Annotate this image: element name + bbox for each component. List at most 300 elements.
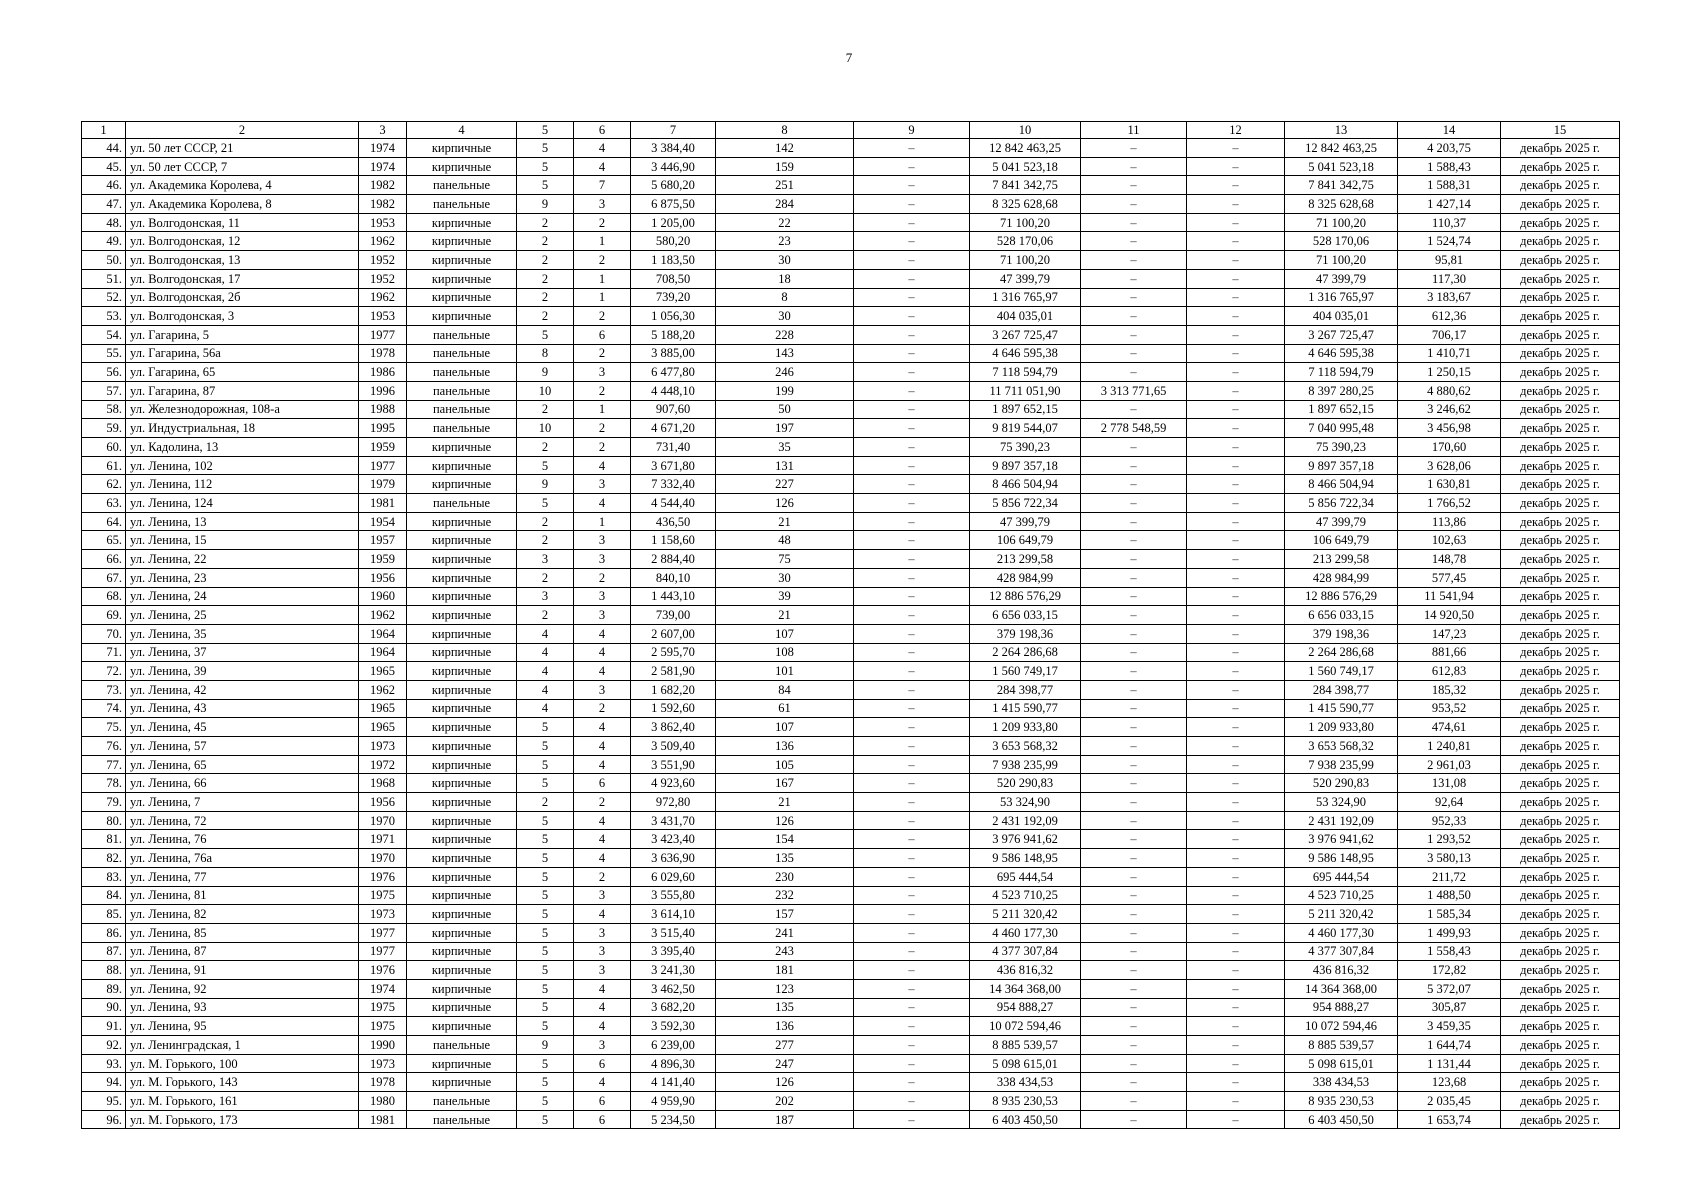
cell-address: ул. 50 лет СССР, 7 xyxy=(126,157,359,176)
cell-cost-fund: 2 431 192,09 xyxy=(1285,811,1398,830)
table-row xyxy=(82,176,1620,195)
cell-col-9: – xyxy=(854,494,970,513)
column-header-8: 8 xyxy=(716,122,854,139)
cell-address: ул. Ленина, 77 xyxy=(126,867,359,886)
housing-table xyxy=(81,121,1620,1129)
cell-wall-material: кирпичные xyxy=(407,680,517,699)
cell-cost-per-sqm: 1 524,74 xyxy=(1398,232,1501,251)
cell-cost-per-sqm: 1 630,81 xyxy=(1398,475,1501,494)
cell-col-9: – xyxy=(854,606,970,625)
cell-cost-total: 6 656 033,15 xyxy=(970,606,1081,625)
cell-year-built: 1975 xyxy=(359,998,407,1017)
cell-cost-total: 9 819 544,07 xyxy=(970,419,1081,438)
cell-area: 3 885,00 xyxy=(631,344,716,363)
cell-cost-total: 284 398,77 xyxy=(970,680,1081,699)
cell-deadline: декабрь 2025 г. xyxy=(1501,830,1620,849)
cell-cost-fund: 8 885 539,57 xyxy=(1285,1036,1398,1055)
cell-address: ул. Ленина, 95 xyxy=(126,1017,359,1036)
cell-deadline: декабрь 2025 г. xyxy=(1501,624,1620,643)
cell-floors: 5 xyxy=(517,456,574,475)
cell-address: ул. М. Горького, 100 xyxy=(126,1054,359,1073)
cell-col-12: – xyxy=(1187,867,1285,886)
cell-col-9: – xyxy=(854,195,970,214)
cell-col-12: – xyxy=(1187,419,1285,438)
cell-entrances: 1 xyxy=(574,512,631,531)
cell-area: 3 671,80 xyxy=(631,456,716,475)
cell-cost-total: 47 399,79 xyxy=(970,512,1081,531)
cell-floors: 3 xyxy=(517,550,574,569)
cell-address: ул. Волгодонская, 12 xyxy=(126,232,359,251)
cell-wall-material: кирпичные xyxy=(407,1017,517,1036)
cell-year-built: 1962 xyxy=(359,680,407,699)
cell-entrances: 3 xyxy=(574,363,631,382)
cell-residents: 101 xyxy=(716,662,854,681)
cell-year-built: 1953 xyxy=(359,213,407,232)
cell-floors: 5 xyxy=(517,830,574,849)
cell-row-number: 79. xyxy=(82,793,126,812)
table-row xyxy=(82,718,1620,737)
cell-row-number: 64. xyxy=(82,512,126,531)
cell-cost-fund: 53 324,90 xyxy=(1285,793,1398,812)
cell-cost-per-sqm: 1 427,14 xyxy=(1398,195,1501,214)
cell-deadline: декабрь 2025 г. xyxy=(1501,269,1620,288)
cell-wall-material: кирпичные xyxy=(407,961,517,980)
cell-col-12: – xyxy=(1187,325,1285,344)
cell-address: ул. Ленина, 65 xyxy=(126,755,359,774)
cell-row-number: 73. xyxy=(82,680,126,699)
cell-area: 3 384,40 xyxy=(631,139,716,158)
cell-col-9: – xyxy=(854,288,970,307)
cell-wall-material: кирпичные xyxy=(407,475,517,494)
table-row xyxy=(82,624,1620,643)
cell-col-11: – xyxy=(1081,643,1187,662)
cell-col-12: – xyxy=(1187,587,1285,606)
column-header-4: 4 xyxy=(407,122,517,139)
cell-deadline: декабрь 2025 г. xyxy=(1501,195,1620,214)
cell-cost-total: 436 816,32 xyxy=(970,961,1081,980)
cell-cost-fund: 4 377 307,84 xyxy=(1285,942,1398,961)
cell-entrances: 1 xyxy=(574,269,631,288)
cell-row-number: 45. xyxy=(82,157,126,176)
cell-residents: 21 xyxy=(716,793,854,812)
cell-year-built: 1977 xyxy=(359,456,407,475)
cell-area: 3 555,80 xyxy=(631,886,716,905)
cell-cost-fund: 428 984,99 xyxy=(1285,568,1398,587)
cell-col-9: – xyxy=(854,680,970,699)
cell-cost-total: 8 885 539,57 xyxy=(970,1036,1081,1055)
cell-entrances: 6 xyxy=(574,1110,631,1129)
cell-entrances: 2 xyxy=(574,699,631,718)
cell-cost-fund: 5 041 523,18 xyxy=(1285,157,1398,176)
cell-deadline: декабрь 2025 г. xyxy=(1501,811,1620,830)
table-row xyxy=(82,998,1620,1017)
cell-deadline: декабрь 2025 г. xyxy=(1501,568,1620,587)
cell-col-11: – xyxy=(1081,363,1187,382)
cell-col-12: – xyxy=(1187,774,1285,793)
cell-col-11: – xyxy=(1081,755,1187,774)
cell-floors: 5 xyxy=(517,905,574,924)
cell-cost-total: 213 299,58 xyxy=(970,550,1081,569)
cell-col-12: – xyxy=(1187,923,1285,942)
cell-cost-fund: 7 118 594,79 xyxy=(1285,363,1398,382)
table-row xyxy=(82,1054,1620,1073)
cell-deadline: декабрь 2025 г. xyxy=(1501,307,1620,326)
cell-entrances: 4 xyxy=(574,737,631,756)
cell-col-11: – xyxy=(1081,568,1187,587)
cell-wall-material: кирпичные xyxy=(407,923,517,942)
cell-cost-per-sqm: 952,33 xyxy=(1398,811,1501,830)
cell-address: ул. Ленина, 112 xyxy=(126,475,359,494)
cell-col-12: – xyxy=(1187,1110,1285,1129)
cell-year-built: 1990 xyxy=(359,1036,407,1055)
cell-cost-per-sqm: 612,36 xyxy=(1398,307,1501,326)
cell-col-12: – xyxy=(1187,1054,1285,1073)
cell-entrances: 2 xyxy=(574,568,631,587)
cell-cost-per-sqm: 4 203,75 xyxy=(1398,139,1501,158)
cell-col-11: – xyxy=(1081,699,1187,718)
table-row xyxy=(82,587,1620,606)
cell-cost-fund: 2 264 286,68 xyxy=(1285,643,1398,662)
cell-cost-per-sqm: 102,63 xyxy=(1398,531,1501,550)
cell-cost-per-sqm: 2 035,45 xyxy=(1398,1092,1501,1111)
table-row xyxy=(82,1092,1620,1111)
cell-year-built: 1965 xyxy=(359,718,407,737)
cell-col-9: – xyxy=(854,811,970,830)
cell-col-12: – xyxy=(1187,662,1285,681)
cell-year-built: 1952 xyxy=(359,251,407,270)
cell-floors: 2 xyxy=(517,269,574,288)
cell-col-9: – xyxy=(854,438,970,457)
cell-col-9: – xyxy=(854,793,970,812)
table-row xyxy=(82,139,1620,158)
cell-entrances: 4 xyxy=(574,1017,631,1036)
cell-residents: 135 xyxy=(716,849,854,868)
cell-cost-per-sqm: 185,32 xyxy=(1398,680,1501,699)
cell-cost-per-sqm: 14 920,50 xyxy=(1398,606,1501,625)
cell-cost-fund: 8 466 504,94 xyxy=(1285,475,1398,494)
cell-row-number: 56. xyxy=(82,363,126,382)
cell-row-number: 72. xyxy=(82,662,126,681)
cell-floors: 5 xyxy=(517,1092,574,1111)
cell-row-number: 48. xyxy=(82,213,126,232)
cell-cost-total: 5 211 320,42 xyxy=(970,905,1081,924)
cell-col-12: – xyxy=(1187,139,1285,158)
cell-residents: 30 xyxy=(716,307,854,326)
cell-col-9: – xyxy=(854,568,970,587)
cell-col-11: – xyxy=(1081,139,1187,158)
table-row xyxy=(82,849,1620,868)
cell-cost-fund: 3 976 941,62 xyxy=(1285,830,1398,849)
cell-cost-per-sqm: 92,64 xyxy=(1398,793,1501,812)
cell-floors: 9 xyxy=(517,1036,574,1055)
cell-deadline: декабрь 2025 г. xyxy=(1501,961,1620,980)
column-header-6: 6 xyxy=(574,122,631,139)
cell-entrances: 2 xyxy=(574,438,631,457)
cell-cost-fund: 71 100,20 xyxy=(1285,213,1398,232)
cell-row-number: 60. xyxy=(82,438,126,457)
cell-col-12: – xyxy=(1187,811,1285,830)
cell-deadline: декабрь 2025 г. xyxy=(1501,979,1620,998)
cell-area: 3 636,90 xyxy=(631,849,716,868)
cell-year-built: 1952 xyxy=(359,269,407,288)
cell-residents: 243 xyxy=(716,942,854,961)
cell-year-built: 1953 xyxy=(359,307,407,326)
cell-row-number: 89. xyxy=(82,979,126,998)
cell-year-built: 1995 xyxy=(359,419,407,438)
table-body xyxy=(82,139,1620,1129)
cell-row-number: 93. xyxy=(82,1054,126,1073)
cell-col-12: – xyxy=(1187,886,1285,905)
cell-col-12: – xyxy=(1187,568,1285,587)
cell-cost-total: 2 264 286,68 xyxy=(970,643,1081,662)
cell-floors: 5 xyxy=(517,755,574,774)
table-row xyxy=(82,550,1620,569)
cell-cost-total: 12 886 576,29 xyxy=(970,587,1081,606)
cell-year-built: 1968 xyxy=(359,774,407,793)
cell-entrances: 4 xyxy=(574,830,631,849)
cell-cost-per-sqm: 3 456,98 xyxy=(1398,419,1501,438)
cell-cost-per-sqm: 3 628,06 xyxy=(1398,456,1501,475)
cell-floors: 5 xyxy=(517,998,574,1017)
cell-address: ул. Волгодонская, 17 xyxy=(126,269,359,288)
cell-year-built: 1956 xyxy=(359,793,407,812)
cell-row-number: 70. xyxy=(82,624,126,643)
cell-residents: 135 xyxy=(716,998,854,1017)
cell-col-9: – xyxy=(854,1036,970,1055)
cell-wall-material: панельные xyxy=(407,1110,517,1129)
cell-col-9: – xyxy=(854,737,970,756)
cell-cost-per-sqm: 123,68 xyxy=(1398,1073,1501,1092)
cell-deadline: декабрь 2025 г. xyxy=(1501,1110,1620,1129)
cell-year-built: 1974 xyxy=(359,157,407,176)
cell-cost-per-sqm: 211,72 xyxy=(1398,867,1501,886)
cell-year-built: 1982 xyxy=(359,195,407,214)
cell-year-built: 1962 xyxy=(359,606,407,625)
cell-entrances: 4 xyxy=(574,849,631,868)
cell-year-built: 1964 xyxy=(359,624,407,643)
cell-cost-fund: 528 170,06 xyxy=(1285,232,1398,251)
cell-cost-per-sqm: 2 961,03 xyxy=(1398,755,1501,774)
cell-address: ул. Ленина, 22 xyxy=(126,550,359,569)
table-row xyxy=(82,157,1620,176)
cell-entrances: 2 xyxy=(574,307,631,326)
cell-cost-total: 7 841 342,75 xyxy=(970,176,1081,195)
cell-cost-total: 528 170,06 xyxy=(970,232,1081,251)
cell-wall-material: кирпичные xyxy=(407,979,517,998)
cell-col-12: – xyxy=(1187,344,1285,363)
cell-floors: 2 xyxy=(517,213,574,232)
cell-entrances: 4 xyxy=(574,1073,631,1092)
table-row xyxy=(82,494,1620,513)
cell-cost-fund: 1 560 749,17 xyxy=(1285,662,1398,681)
cell-entrances: 3 xyxy=(574,587,631,606)
table-row xyxy=(82,830,1620,849)
cell-residents: 23 xyxy=(716,232,854,251)
cell-year-built: 1978 xyxy=(359,1073,407,1092)
cell-deadline: декабрь 2025 г. xyxy=(1501,718,1620,737)
cell-cost-total: 2 431 192,09 xyxy=(970,811,1081,830)
cell-residents: 136 xyxy=(716,1017,854,1036)
cell-row-number: 49. xyxy=(82,232,126,251)
cell-wall-material: панельные xyxy=(407,494,517,513)
cell-area: 3 395,40 xyxy=(631,942,716,961)
cell-col-12: – xyxy=(1187,494,1285,513)
cell-address: ул. Индустриальная, 18 xyxy=(126,419,359,438)
cell-row-number: 87. xyxy=(82,942,126,961)
cell-floors: 5 xyxy=(517,849,574,868)
cell-cost-fund: 4 523 710,25 xyxy=(1285,886,1398,905)
cell-cost-total: 10 072 594,46 xyxy=(970,1017,1081,1036)
cell-cost-total: 8 935 230,53 xyxy=(970,1092,1081,1111)
cell-cost-per-sqm: 706,17 xyxy=(1398,325,1501,344)
cell-deadline: декабрь 2025 г. xyxy=(1501,139,1620,158)
cell-cost-per-sqm: 3 183,67 xyxy=(1398,288,1501,307)
cell-cost-per-sqm: 1 240,81 xyxy=(1398,737,1501,756)
cell-col-12: – xyxy=(1187,400,1285,419)
cell-col-9: – xyxy=(854,157,970,176)
cell-cost-per-sqm: 305,87 xyxy=(1398,998,1501,1017)
cell-address: ул. Гагарина, 5 xyxy=(126,325,359,344)
cell-floors: 2 xyxy=(517,568,574,587)
cell-col-9: – xyxy=(854,325,970,344)
cell-col-9: – xyxy=(854,176,970,195)
cell-residents: 21 xyxy=(716,606,854,625)
cell-address: ул. Ленина, 45 xyxy=(126,718,359,737)
cell-area: 4 923,60 xyxy=(631,774,716,793)
cell-cost-fund: 9 586 148,95 xyxy=(1285,849,1398,868)
cell-entrances: 3 xyxy=(574,680,631,699)
cell-address: ул. Кадолина, 13 xyxy=(126,438,359,457)
cell-residents: 21 xyxy=(716,512,854,531)
cell-cost-total: 379 198,36 xyxy=(970,624,1081,643)
cell-row-number: 67. xyxy=(82,568,126,587)
cell-year-built: 1956 xyxy=(359,568,407,587)
cell-floors: 5 xyxy=(517,139,574,158)
cell-entrances: 4 xyxy=(574,905,631,924)
cell-entrances: 4 xyxy=(574,139,631,158)
cell-cost-total: 338 434,53 xyxy=(970,1073,1081,1092)
cell-wall-material: кирпичные xyxy=(407,998,517,1017)
cell-year-built: 1975 xyxy=(359,1017,407,1036)
cell-row-number: 57. xyxy=(82,381,126,400)
cell-wall-material: панельные xyxy=(407,400,517,419)
cell-row-number: 46. xyxy=(82,176,126,195)
table-row xyxy=(82,699,1620,718)
cell-col-11: – xyxy=(1081,587,1187,606)
cell-cost-total: 4 460 177,30 xyxy=(970,923,1081,942)
cell-floors: 8 xyxy=(517,344,574,363)
cell-cost-per-sqm: 147,23 xyxy=(1398,624,1501,643)
cell-floors: 5 xyxy=(517,923,574,942)
cell-cost-total: 3 653 568,32 xyxy=(970,737,1081,756)
cell-entrances: 3 xyxy=(574,886,631,905)
cell-area: 6 875,50 xyxy=(631,195,716,214)
cell-cost-per-sqm: 1 766,52 xyxy=(1398,494,1501,513)
cell-residents: 228 xyxy=(716,325,854,344)
cell-cost-fund: 5 856 722,34 xyxy=(1285,494,1398,513)
cell-deadline: декабрь 2025 г. xyxy=(1501,923,1620,942)
cell-cost-fund: 284 398,77 xyxy=(1285,680,1398,699)
cell-entrances: 2 xyxy=(574,419,631,438)
cell-col-12: – xyxy=(1187,456,1285,475)
column-header-1: 1 xyxy=(82,122,126,139)
cell-col-12: – xyxy=(1187,550,1285,569)
cell-col-12: – xyxy=(1187,213,1285,232)
cell-col-12: – xyxy=(1187,1073,1285,1092)
cell-deadline: декабрь 2025 г. xyxy=(1501,288,1620,307)
cell-row-number: 94. xyxy=(82,1073,126,1092)
cell-area: 4 671,20 xyxy=(631,419,716,438)
cell-cost-total: 8 466 504,94 xyxy=(970,475,1081,494)
cell-floors: 4 xyxy=(517,643,574,662)
cell-col-11: – xyxy=(1081,886,1187,905)
cell-area: 907,60 xyxy=(631,400,716,419)
cell-row-number: 80. xyxy=(82,811,126,830)
cell-floors: 10 xyxy=(517,381,574,400)
cell-year-built: 1977 xyxy=(359,942,407,961)
cell-wall-material: панельные xyxy=(407,1092,517,1111)
cell-residents: 284 xyxy=(716,195,854,214)
cell-col-9: – xyxy=(854,942,970,961)
cell-area: 3 515,40 xyxy=(631,923,716,942)
cell-row-number: 88. xyxy=(82,961,126,980)
cell-area: 3 241,30 xyxy=(631,961,716,980)
cell-col-9: – xyxy=(854,1110,970,1129)
header-row xyxy=(82,122,1620,139)
cell-entrances: 4 xyxy=(574,718,631,737)
cell-floors: 5 xyxy=(517,1110,574,1129)
cell-col-9: – xyxy=(854,961,970,980)
cell-year-built: 1974 xyxy=(359,979,407,998)
cell-address: ул. Ленинградская, 1 xyxy=(126,1036,359,1055)
cell-col-9: – xyxy=(854,531,970,550)
cell-wall-material: кирпичные xyxy=(407,793,517,812)
cell-col-11: – xyxy=(1081,438,1187,457)
cell-wall-material: панельные xyxy=(407,176,517,195)
cell-col-12: – xyxy=(1187,830,1285,849)
cell-cost-total: 7 118 594,79 xyxy=(970,363,1081,382)
cell-col-12: – xyxy=(1187,363,1285,382)
cell-floors: 2 xyxy=(517,251,574,270)
cell-area: 5 680,20 xyxy=(631,176,716,195)
cell-floors: 2 xyxy=(517,793,574,812)
cell-col-12: – xyxy=(1187,606,1285,625)
table-row xyxy=(82,979,1620,998)
cell-wall-material: кирпичные xyxy=(407,288,517,307)
cell-col-11: – xyxy=(1081,718,1187,737)
cell-cost-total: 14 364 368,00 xyxy=(970,979,1081,998)
cell-col-12: – xyxy=(1187,680,1285,699)
cell-residents: 105 xyxy=(716,755,854,774)
cell-row-number: 69. xyxy=(82,606,126,625)
cell-floors: 5 xyxy=(517,979,574,998)
cell-col-9: – xyxy=(854,251,970,270)
cell-wall-material: кирпичные xyxy=(407,830,517,849)
cell-cost-total: 1 560 749,17 xyxy=(970,662,1081,681)
cell-cost-fund: 379 198,36 xyxy=(1285,624,1398,643)
cell-year-built: 1962 xyxy=(359,288,407,307)
cell-entrances: 3 xyxy=(574,942,631,961)
cell-col-11: – xyxy=(1081,811,1187,830)
cell-deadline: декабрь 2025 г. xyxy=(1501,867,1620,886)
cell-address: ул. Ленина, 124 xyxy=(126,494,359,513)
table-row xyxy=(82,606,1620,625)
cell-wall-material: кирпичные xyxy=(407,905,517,924)
cell-col-11: – xyxy=(1081,456,1187,475)
cell-cost-per-sqm: 881,66 xyxy=(1398,643,1501,662)
cell-row-number: 55. xyxy=(82,344,126,363)
cell-col-11: – xyxy=(1081,494,1187,513)
